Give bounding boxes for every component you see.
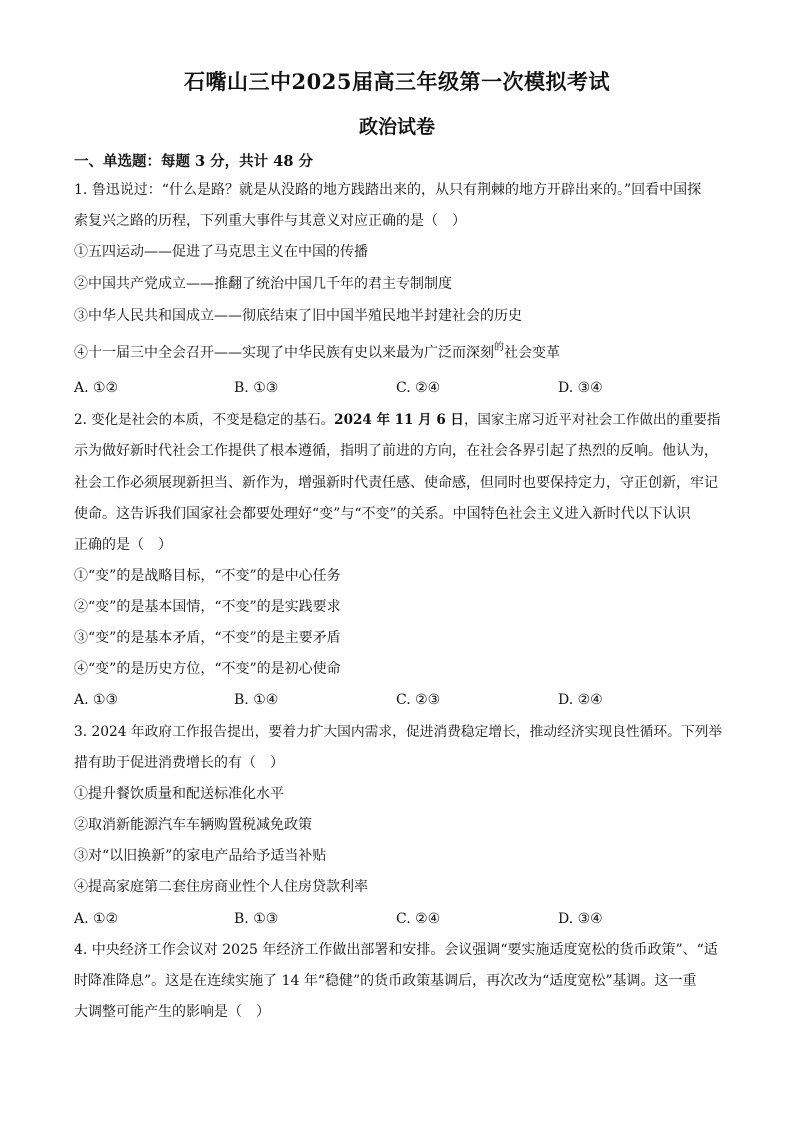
q1-stem-line-1: 1. 鲁迅说过：“什么是路？就是从没路的地方践踏出来的，从只有荆棘的地方开辟出来的。”回看中国探: [74, 182, 702, 198]
q2-stem-line-1: [74, 410, 724, 430]
q2-item-3: ③“变”的是基本矛盾，“不变”的是主要矛盾: [74, 630, 341, 646]
q2-option-b: B. ①④: [234, 692, 279, 708]
q2-item-1: ①“变”的是战略目标，“不变”的是中心任务: [74, 568, 341, 584]
page-subtitle: 政治试卷: [358, 116, 435, 138]
q2-stem-line-4: 使命。这告诉我们国家社会都要处理好“变”与“不变”的关系。中国特色社会主义进入新时代以下认识: [74, 506, 691, 522]
q4-stem-line-2: 时降准降息”。这是在连续实施了 14 年“稳健”的货币政策基调后，再次改为“适度宽松”基调。这一重: [74, 973, 697, 989]
q1-option-b: B. ①③: [234, 380, 279, 396]
q3-option-a: A. ①②: [74, 911, 119, 927]
q1-item-4-sup: 的: [494, 342, 504, 353]
q3-stem-line-2: 措有助于促进消费增长的有（ ）: [74, 755, 284, 771]
q2-item-2: ②“变”的是基本国情，“不变”的是实践要求: [74, 599, 341, 615]
page-title: 石嘴山三中2025届高三年级第一次模拟考试: [184, 69, 610, 94]
q2-options: [74, 690, 724, 710]
q2-stem-date: 2024 年 11 月 6 日: [334, 412, 464, 428]
q1-option-c: C. ②④: [396, 380, 441, 396]
q3-option-b: B. ①③: [234, 911, 279, 927]
q2-stem-line-3: 社会工作必须展现新担当、新作为，增强新时代责任感、使命感，但同时也要保持定力，守正创新，牢记: [74, 475, 718, 491]
q1-option-a: A. ①②: [74, 380, 119, 396]
q2-option-c: C. ②③: [396, 692, 441, 708]
q1-options: [74, 378, 724, 398]
q1-item-2: ②中国共产党成立——推翻了统治中国几千年的君主专制制度: [74, 276, 452, 292]
q2-stem-line-1-a: 2. 变化是社会的本质，不变是稳定的基石。: [74, 412, 335, 428]
q2-option-a: A. ①③: [74, 692, 119, 708]
q3-item-3: ③对“以旧换新”的家电产品给予适当补贴: [74, 848, 327, 864]
q3-option-c: C. ②④: [396, 911, 441, 927]
q3-item-2: ②取消新能源汽车车辆购置税减免政策: [74, 817, 312, 833]
q3-option-d: D. ③④: [558, 911, 603, 927]
q1-item-4-text-b: 社会变革: [504, 345, 560, 361]
q4-stem-line-1: 4. 中央经济工作会议对 2025 年经济工作做出部署和安排。会议强调“要实施适度宽松的货币政策”、“适: [74, 942, 718, 958]
q4-stem-line-3: 大调整可能产生的影响是（ ）: [74, 1004, 270, 1020]
q1-item-4-text-a: ④十一届三中全会召开——实现了中华民族有史以来最为广泛而深刻: [74, 345, 494, 361]
q1-stem-line-2: 索复兴之路的历程，下列重大事件与其意义对应正确的是（ ）: [74, 213, 466, 229]
q2-option-d: D. ②④: [558, 692, 603, 708]
q3-item-4: ④提高家庭第二套住房商业性个人住房贷款利率: [74, 879, 368, 895]
q1-item-3: ③中华人民共和国成立——彻底结束了旧中国半殖民地半封建社会的历史: [74, 308, 522, 324]
q1-option-d: D. ③④: [558, 380, 603, 396]
q3-stem-line-1: 3. 2024 年政府工作报告提出，要着力扩大国内需求，促进消费稳定增长，推动经济实现良性循环。下列举: [74, 724, 723, 740]
q1-item-1: ①五四运动——促进了马克思主义在中国的传播: [74, 244, 368, 260]
q2-stem-line-2: 示为做好新时代社会工作提供了根本遵循，指明了前进的方向，在社会各界引起了热烈的反响。他认为，: [74, 443, 718, 459]
q3-options: [74, 909, 724, 929]
q2-item-4: ④“变”的是历史方位，“不变”的是初心使命: [74, 661, 341, 677]
q2-stem-line-5: 正确的是（ ）: [74, 537, 172, 553]
q3-item-1: ①提升餐饮质量和配送标准化水平: [74, 786, 284, 802]
section-heading: 一、单选题：每题 3 分，共计 48 分: [74, 153, 313, 170]
q1-item-4: [74, 343, 724, 365]
q2-stem-line-1-b: ，国家主席习近平对社会工作做出的重要指: [463, 412, 721, 428]
